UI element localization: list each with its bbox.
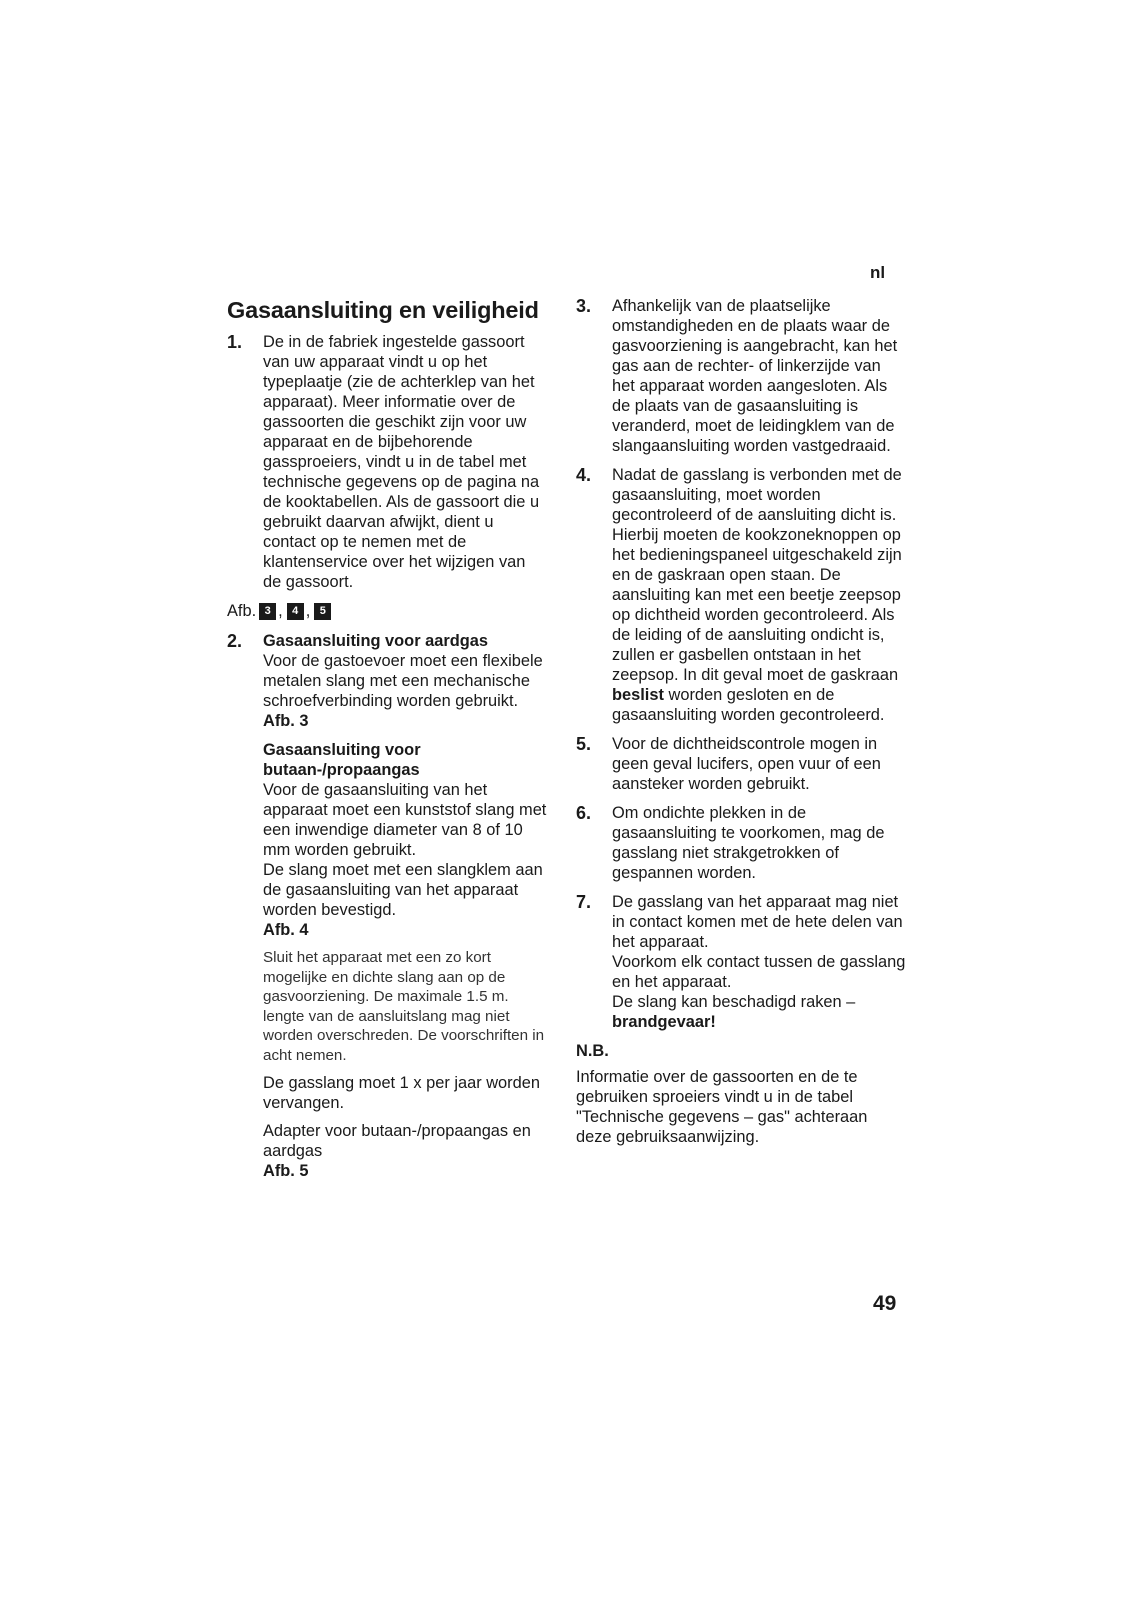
paragraph: De gasslang moet 1 x per jaar worden vervangen. <box>263 1074 540 1112</box>
item-text: Voor de dichtheidscontrole mogen in geen geval lucifers, open vuur of een aansteker worden gebruikt. <box>612 735 881 793</box>
item-number: 3. <box>576 296 592 316</box>
page-number: 49 <box>873 1292 897 1315</box>
paragraph <box>263 1121 547 1181</box>
item-number: 2. <box>227 631 243 651</box>
list-item-6 <box>576 803 906 883</box>
left-column <box>227 296 547 1190</box>
list-item-2 <box>227 631 547 731</box>
item-number: 7. <box>576 892 592 912</box>
item-text: Om ondichte plekken in de gasaansluiting te voorkomen, mag de gasslang niet strakgetrokken of gespannen worden. <box>612 804 885 882</box>
figure-number-badge: 5 <box>314 603 331 620</box>
item-text: Nadat de gasslang is verbonden met de gasaansluiting, moet worden gecontroleerd of de aansluiting dicht is. Hierbij moeten de kookzoneknoppen op het bedieningspaneel uitgeschakeld zijn en de gaskraan open staan. De aansluiting kan met een beetje zeepsop op dichtheid worden gecontroleerd. Als de leiding of de aansluiting ondicht is, zullen er gasbellen ontstaan in het zeepsop. In dit geval moet de gaskraan <box>612 466 902 684</box>
item-text: De slang kan beschadigd raken – <box>612 993 856 1011</box>
figure-number-badge: 4 <box>287 603 304 620</box>
paragraph: De slang moet met een slangklem aan de gasaansluiting van het apparaat worden bevestigd. <box>263 861 543 919</box>
warning-text: brandgevaar! <box>612 1013 716 1031</box>
separator: , <box>305 602 311 620</box>
item-text: Voorkom elk contact tussen de gasslang en het apparaat. <box>612 953 906 991</box>
item-heading: Gasaansluiting voor aardgas <box>263 632 488 650</box>
language-marker: nl <box>870 263 886 282</box>
item-number: 1. <box>227 332 243 352</box>
note-paragraph: Sluit het apparaat met een zo kort mogelijke en dichte slang aan op de gasvoorziening. De maximale 1.5 m. lengte van de aansluitslang mag niet worden overschreden. De voorschriften in acht nemen. <box>263 949 545 1064</box>
figure-label: Afb. <box>227 602 257 620</box>
subsection-heading: Gasaansluiting voor butaan-/propaangas <box>263 741 421 779</box>
separator: , <box>278 602 283 620</box>
list-item-4 <box>576 465 906 725</box>
figure-ref: Afb. 3 <box>263 712 309 730</box>
adapter-text: Adapter voor butaan-/propaangas en aardgas <box>263 1122 531 1160</box>
right-column <box>576 296 906 1155</box>
item-number: 6. <box>576 803 592 823</box>
item-text: De gasslang van het apparaat mag niet in contact komen met de hete delen van het apparaat. <box>612 893 903 951</box>
figure-number-badge: 3 <box>259 603 276 620</box>
item-text: worden gesloten en de gasaansluiting worden gecontroleerd. <box>612 686 885 724</box>
item-text: Voor de gastoevoer moet een flexibele metalen slang met een mechanische schroefverbinding worden gebruikt. <box>263 652 543 710</box>
nb-text: Informatie over de gassoorten en de te gebruiken sproeiers vindt u in de tabel "Technische gegevens – gas" achteraan deze gebruiksaanwijzing. <box>576 1068 868 1146</box>
list-item-3 <box>576 296 906 456</box>
emphasis: beslist <box>612 686 664 704</box>
figure-ref: Afb. 5 <box>263 1162 309 1180</box>
figure-reference <box>227 601 547 621</box>
item-number: 4. <box>576 465 592 485</box>
item-text: De in de fabriek ingestelde gassoort van uw apparaat vindt u op het typeplaatje (zie de achterklep van het apparaat). Meer informatie over de gassoorten die geschikt zijn voor uw apparaat en de bijbehorende gassproeiers, vindt u in de tabel met technische gegevens op de pagina na de kooktabellen. Als de gassoort die u gebruikt daarvan afwijkt, dient u contact op te nemen met de klantenservice over het wijzigen van de gassoort. <box>263 333 540 591</box>
propane-section <box>227 740 547 1181</box>
nb-label: N.B. <box>576 1042 609 1060</box>
item-text: Afhankelijk van de plaatselijke omstandigheden en de plaats waar de gasvoorziening is aangebracht, kan het gas aan de rechter- of linkerzijde van het apparaat worden aangesloten. Als de plaats van de gasaansluiting is veranderd, moet de leidingklem van de slangaansluiting worden vastgedraaid. <box>612 297 898 455</box>
paragraph: Voor de gasaansluiting van het apparaat moet een kunststof slang met een inwendige diameter van 8 of 10 mm worden gebruikt. <box>263 781 547 859</box>
figure-ref: Afb. 4 <box>263 921 309 939</box>
list-item-1 <box>227 332 547 592</box>
section-title: Gasaansluiting en veiligheid <box>227 297 539 323</box>
item-number: 5. <box>576 734 592 754</box>
list-item-5 <box>576 734 906 794</box>
list-item-7 <box>576 892 906 1032</box>
